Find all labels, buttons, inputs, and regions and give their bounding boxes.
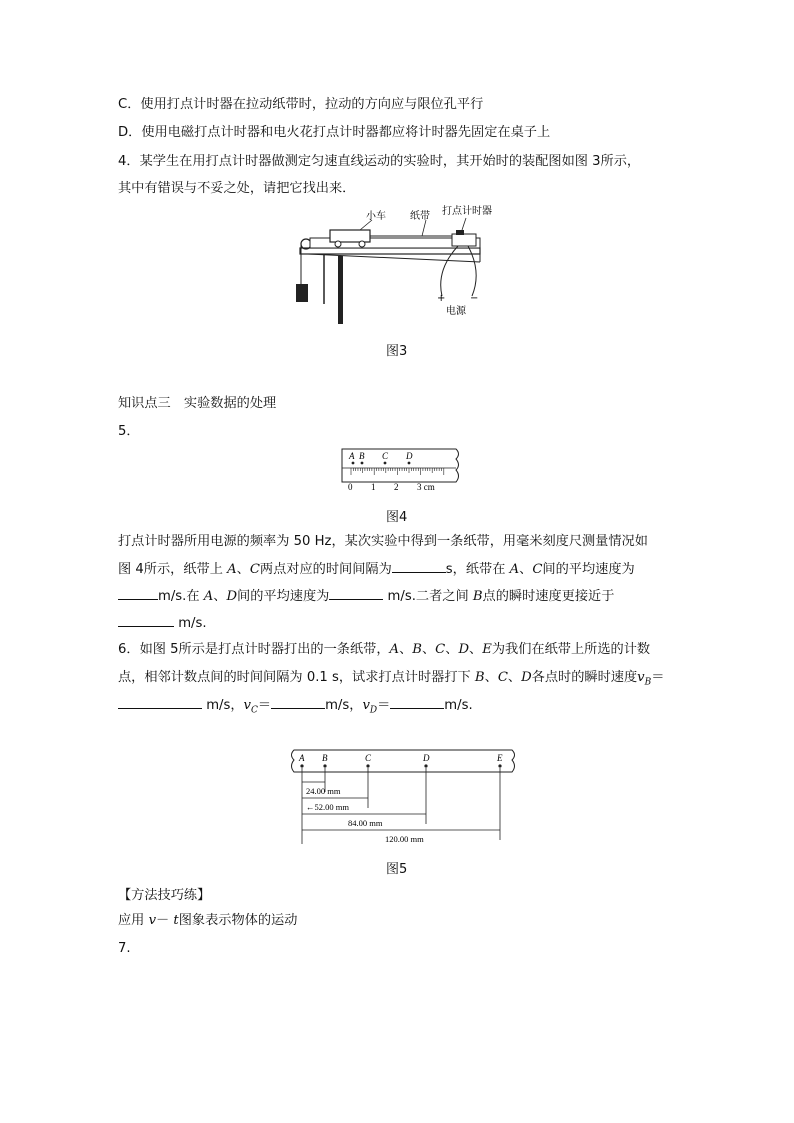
- q5-text: m/s.: [174, 616, 207, 631]
- question-5-line-2: [118, 560, 635, 579]
- q6-text: 、: [507, 670, 522, 685]
- q6-point-c: C: [435, 642, 446, 657]
- tape-point-e: E: [497, 753, 503, 763]
- q6-text: 、: [399, 642, 413, 657]
- q6-velocity-symbol: v: [637, 670, 645, 685]
- q6-velocity-symbol: v: [362, 698, 370, 713]
- dimension-label: 24.00 mm: [306, 786, 341, 796]
- question-6-line-3: [118, 696, 473, 720]
- label-minus: −: [470, 293, 479, 304]
- q5-point-c: C: [249, 562, 260, 577]
- q5-text: 、: [236, 562, 250, 577]
- q6-velocity-symbol: v: [243, 698, 251, 713]
- question-7-number: 7.: [118, 941, 131, 956]
- figure-3-apparatus: [286, 200, 496, 325]
- ruler-point-a: A: [349, 451, 355, 461]
- ruler-tick-0: 0: [348, 482, 353, 492]
- ruler-tick-2: 2: [394, 482, 399, 492]
- answer-blank-time-interval[interactable]: [392, 560, 446, 573]
- q5-point-a: A: [227, 562, 237, 577]
- q6-subscript-d: D: [369, 705, 378, 716]
- q6-point-c: C: [497, 670, 508, 685]
- method-topic: [118, 912, 297, 930]
- answer-blank-vb[interactable]: [118, 696, 202, 709]
- dimension-label: 120.00 mm: [385, 834, 424, 844]
- q6-subscript-b: B: [644, 677, 652, 688]
- q6-text: 、: [484, 670, 498, 685]
- q5-text: 图 4所示，纸带上: [118, 562, 228, 577]
- q6-text: m/s，: [202, 698, 244, 713]
- figure-4-caption: 图4: [386, 510, 408, 525]
- label-power: 电源: [446, 306, 466, 317]
- q6-text: m/s.: [444, 698, 473, 713]
- dimension-label: 84.00 mm: [348, 818, 383, 828]
- q6-text: ＝: [257, 698, 272, 713]
- answer-blank-vd[interactable]: [390, 696, 444, 709]
- label-tape: 纸带: [410, 211, 430, 222]
- method-text: 应用: [118, 913, 149, 928]
- question-4-line-1: 4．某学生在用打点计时器做测定匀速直线运动的实验时，其开始时的装配图如图 3所示，: [118, 154, 641, 169]
- dimension-label: ←52.00 mm: [306, 802, 349, 812]
- answer-blank-instant-velocity-b[interactable]: [118, 614, 174, 627]
- q6-point-d: D: [521, 670, 532, 685]
- tape-dot-d: [424, 764, 427, 767]
- q5-text: 、: [213, 589, 227, 604]
- q5-text: 间的平均速度为: [542, 562, 635, 577]
- answer-blank-avg-velocity-ac[interactable]: [118, 587, 158, 600]
- q6-subscript-c: C: [251, 705, 258, 716]
- question-6-line-2: [118, 669, 664, 692]
- q5-text: m/s.在: [158, 589, 204, 604]
- q5-point-b: B: [472, 589, 483, 604]
- q6-point-b: B: [474, 670, 485, 685]
- question-5-number: 5．: [118, 424, 140, 439]
- q6-text: m/s，: [325, 698, 363, 713]
- q6-point-e: E: [482, 642, 492, 657]
- method-heading: 【方法技巧练】: [118, 888, 211, 903]
- q5-text: 两点对应的时间间隔为: [259, 562, 392, 577]
- q5-text: 间的平均速度为: [237, 589, 330, 604]
- question-4-line-2: 其中有错误与不妥之处，请把它找出来．: [118, 181, 356, 196]
- q5-text: m/s.二者之间: [383, 589, 473, 604]
- q6-point-d: D: [458, 642, 470, 657]
- q6-text: ＝: [377, 698, 391, 713]
- q5-point-a: A: [509, 562, 520, 577]
- tape-point-a: A: [299, 753, 305, 763]
- q6-point-b: B: [412, 642, 422, 657]
- section-3-title: 知识点三 实验数据的处理: [118, 396, 277, 411]
- option-c: C．使用打点计时器在拉动纸带时，拉动的方向应与限位孔平行: [118, 97, 484, 112]
- label-cart: 小车: [366, 211, 386, 222]
- q5-text: 、: [519, 562, 533, 577]
- question-5-line-1: 打点计时器所用电源的频率为 50 Hz，某次实验中得到一条纸带，用毫米刻度尺测量情况如: [118, 534, 648, 549]
- q6-text: 、: [421, 642, 436, 657]
- tape-dot-e: [498, 764, 501, 767]
- label-timer: 打点计时器: [442, 206, 492, 217]
- tape-point-d: D: [423, 753, 430, 763]
- q5-point-a: A: [203, 589, 214, 604]
- q6-text: 点，相邻计数点间的时间间隔为 0.1 s，试求打点计时器打下: [118, 670, 475, 685]
- figure-4-ruler: [340, 446, 468, 494]
- tape-dot-b: [323, 764, 326, 767]
- method-text: －: [156, 913, 174, 928]
- figure-5-tape: [282, 746, 522, 852]
- q6-point-a: A: [389, 642, 400, 657]
- figure-3-caption: 图3: [386, 344, 408, 359]
- method-text: 图象表示物体的运动: [178, 913, 298, 928]
- label-plus: +: [437, 293, 446, 304]
- question-5-line-4: [118, 614, 207, 633]
- ruler-point-c: C: [382, 451, 389, 461]
- ruler-tick-3cm: 3 cm: [417, 482, 435, 492]
- question-5-line-3: [118, 587, 614, 606]
- q6-text: ＝: [651, 670, 665, 685]
- velocity-symbol: v: [148, 913, 157, 928]
- ruler-tick-1: 1: [371, 482, 376, 492]
- ruler-point-b: B: [359, 451, 365, 461]
- q5-text: 点的瞬时速度更接近于: [482, 589, 615, 604]
- q6-text: 6．如图 5所示是打点计时器打出的一条纸带，: [118, 642, 390, 657]
- q5-point-d: D: [226, 589, 238, 604]
- tape-dot-c: [366, 764, 369, 767]
- answer-blank-avg-velocity-ad[interactable]: [329, 587, 383, 600]
- ruler-point-d: D: [406, 451, 413, 461]
- figure-5-caption: 图5: [386, 862, 408, 877]
- q5-point-c: C: [532, 562, 543, 577]
- tape-point-b: B: [322, 753, 328, 763]
- q6-text: 为我们在纸带上所选的计数: [491, 642, 651, 657]
- tape-dot-a: [300, 764, 303, 767]
- q6-text: 、: [469, 642, 483, 657]
- q6-text: 各点时的瞬时速度: [531, 670, 638, 685]
- q6-text: 、: [445, 642, 459, 657]
- answer-blank-vc[interactable]: [271, 696, 325, 709]
- q5-text: s，纸带在: [445, 562, 510, 577]
- time-symbol: t: [173, 913, 179, 928]
- question-6-line-1: [118, 641, 650, 659]
- option-d: D．使用电磁打点计时器和电火花打点计时器都应将计时器先固定在桌子上: [118, 125, 551, 140]
- tape-point-c: C: [365, 753, 372, 763]
